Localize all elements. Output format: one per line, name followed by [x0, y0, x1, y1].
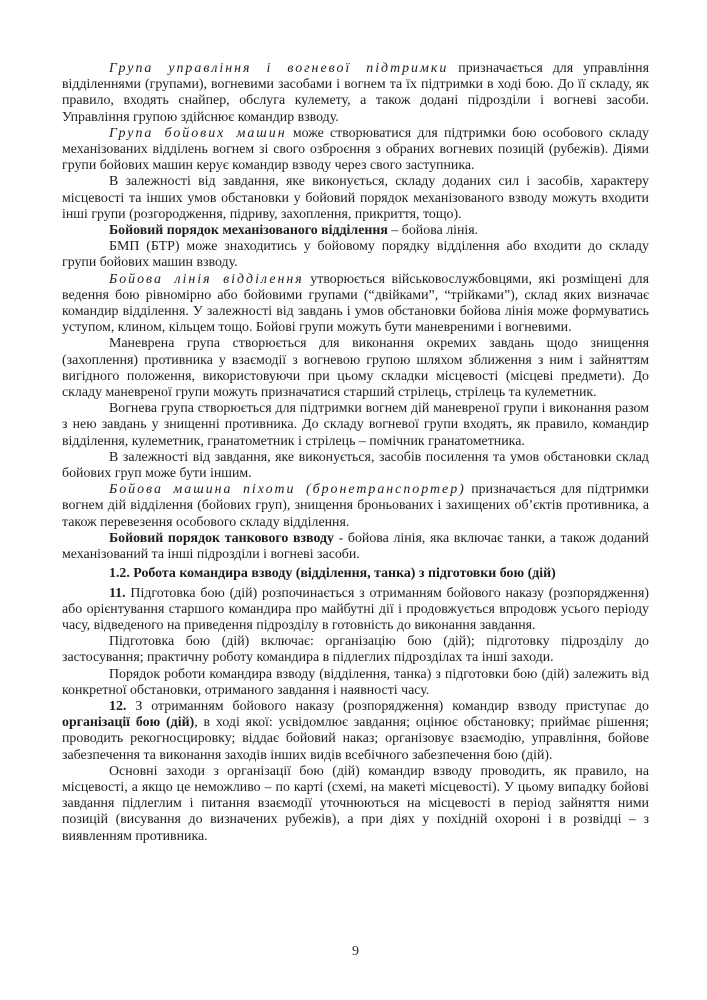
page-number: 9 [352, 944, 359, 959]
body-text: Підготовка бою (дій) розпочинається з отриманням бойового наказу (розпорядження) або орієнтування старшого командира про майбутні дії і продовжується впродовж усього періоду часу, відведеного на приведення підрозділу в готовність до виконання завдання. [62, 585, 649, 633]
paragraph [62, 764, 649, 845]
body-text: В залежності від завдання, яке виконується, засобів посилення та умов обстановки склад бойових груп може бути іншим. [62, 449, 649, 482]
paragraph [62, 667, 649, 699]
term-lead-text: Група бойових машин [109, 125, 287, 141]
paragraph [62, 336, 649, 401]
document-body [62, 61, 649, 845]
paragraph [62, 401, 649, 450]
page-footer [62, 944, 649, 960]
body-text: Маневрена група створюється для виконання окремих завдань щодо знищення (захоплення) противника у взаємодії з вогневою групою шляхом зближення з ним і зайняттям вигідного положення, використовуючи при цьому складки місцевості (місцеві предмети). До складу маневреної групи можуть призначатися старший стрілець, стрілець та кулеметник. [62, 336, 649, 401]
body-text: призначається для підтримки вогнем дій відділення (бойових груп), знищення броньованих і захищених об’єктів противника, а також перевезення особового складу відділення. [62, 482, 649, 530]
paragraph [62, 699, 649, 764]
paragraph [62, 586, 649, 635]
body-text: - бойова лінія, яка включає танки, а також доданий механізований та інші підрозділи і вогневі засоби. [62, 530, 649, 563]
body-text: , в ході якої: усвідомлює завдання; оцінює обстановку; приймає рішення; проводить рекогносцировку; віддає бойовий наказ; організовує взаємодію, управління, бойове забезпечення та виконання заходів інших видів всебічного забезпечення бою (дій). [62, 715, 649, 763]
section-heading [62, 566, 649, 582]
paragraph [62, 239, 649, 271]
paragraph [62, 223, 649, 239]
term-lead-text: Бойова лінія відділення [109, 271, 304, 287]
document-page [62, 61, 649, 845]
body-text: Підготовка бою (дій) включає: організацію бою (дій); підготовку підрозділу до застосування; практичну роботу командира в підлеглих підрозділах та інші заходи. [62, 634, 649, 666]
bold-text: Бойовий порядок механізованого відділення [109, 223, 388, 239]
paragraph [62, 61, 649, 126]
paragraph [62, 272, 649, 337]
bold-text: організації бою (дій) [62, 715, 195, 731]
paragraph [62, 450, 649, 482]
body-text: призначається для управління відділеннями (групами), вогневими засобами і вогнем та їх підтримки в ході бою. До її складу, як правило, входять снайпер, обслуга кулемету, а також додані підрозділи і вогневі засоби. Управління групою здійснює командир взводу. [62, 61, 649, 125]
body-text: В залежності від завдання, яке виконується, складу доданих сил і засобів, характеру місцевості та інших умов обстановки у бойовий порядок механізованого взводу можуть входити інші групи (розгородження, підриву, захоплення, прикриття, тощо). [62, 174, 649, 222]
bold-text: Бойовий порядок танкового взводу [109, 530, 334, 546]
bold-text: 12. [109, 698, 127, 714]
body-text: З отриманням бойового наказу (розпорядження) командир взводу приступає до [126, 698, 649, 714]
bold-text: 11. [109, 585, 126, 601]
body-text: – бойова лінія. [387, 223, 479, 239]
bold-text: 1.2. Робота командира взводу (відділення, танка) з підготовки бою (дій) [109, 566, 556, 582]
body-text: БМП (БТР) може знаходитись у бойовому порядку відділення або входити до складу групи бойових машин взводу. [62, 239, 649, 271]
paragraph [62, 531, 649, 563]
term-lead-text: Група управління і вогневої підтримки [109, 61, 449, 76]
term-lead-text: Бойова машина піхоти (бронетранспортер) [109, 482, 466, 498]
body-text: Вогнева група створюється для підтримки вогнем дій маневреної групи і виконання разом з нею завдань у знищенні противника. До складу вогневої групи входять, як правило, командир відділення, кулеметник, гранатометник і стрілець – помічник гранатометника. [62, 401, 649, 449]
body-text: Основні заходи з організації бою (дій) командир взводу проводить, як правило, на місцевості, а якщо це неможливо – по карті (схемі, на макеті місцевості). У цьому випадку бойові завдання підлеглим і питання взаємодії уточнюються на місцевості в період зайняття ними позицій (висування до визначених рубежів), а при діях у похідній охороні і в розвідці – з виявленням противника. [62, 763, 649, 844]
body-text: Порядок роботи командира взводу (відділення, танка) з підготовки бою (дій) залежить від конкретної обстановки, отриманого завдання і наявності часу. [62, 666, 649, 698]
paragraph [62, 634, 649, 666]
paragraph [62, 482, 649, 531]
body-text: утворюється військовослужбовцями, які розміщені для ведення бою рівномірно або бойовими групами (“двійками”, “трійками”), склад яких визначає командир відділення. У залежності від завдань і умов обстановки бойова лінія може формуватись уступом, клином, кільцем тощо. Бойові групи можуть бути маневреними і вогневими. [62, 271, 649, 336]
paragraph [62, 126, 649, 175]
paragraph [62, 174, 649, 223]
body-text: може створюватися для підтримки бою особового складу механізованих відділень вогнем зі свого озброєння з обраних вогневих позицій (рубежів). Діями групи бойових машин керує командир взводу через свого заступника. [62, 125, 649, 174]
